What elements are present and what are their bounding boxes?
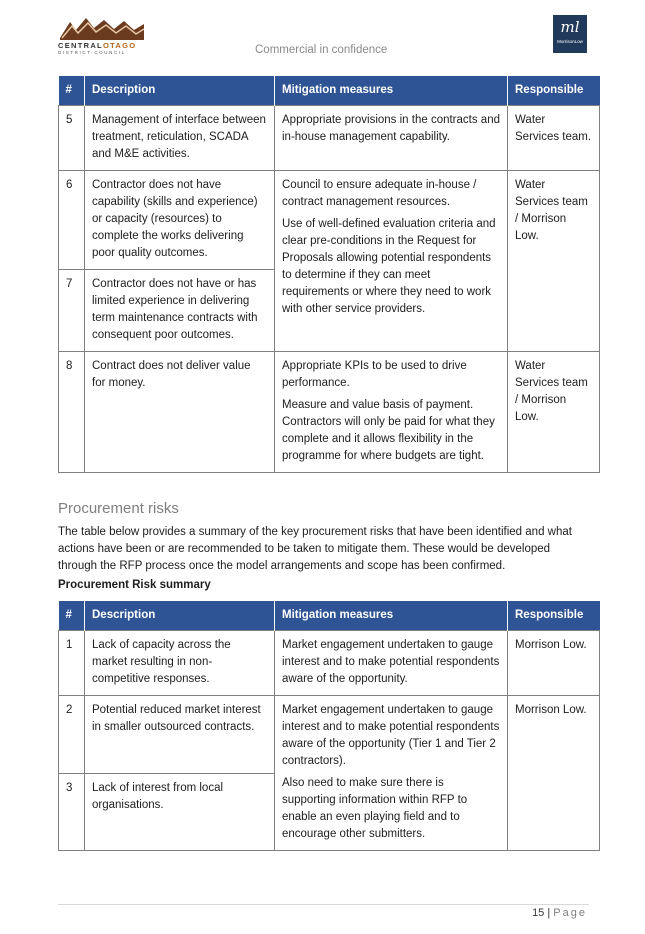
council-name: CENTRALOTAGO: [58, 41, 137, 50]
logo-name: MorrisonLow: [557, 39, 583, 44]
col-description-header: Description: [85, 601, 275, 631]
row-description: Contractor does not have or has limited experience in delivering term maintenance contracts with consequent poor outcomes.: [85, 270, 275, 352]
row-num: 3: [59, 773, 85, 851]
row-description: Lack of interest from local organisations.: [85, 773, 275, 851]
row-mitigation: Council to ensure adequate in-house / contract management resources. Use of well-defined evaluation criteria and clear pre-conditions in the Request for Proposals allowing potential respondents to determine if they can meet requirements or where they need to work with other service providers.: [275, 171, 508, 352]
col-description-header: Description: [85, 76, 275, 106]
col-mitigation-header: Mitigation measures: [275, 601, 508, 631]
row-num: 1: [59, 631, 85, 696]
table-row: [59, 631, 600, 696]
col-num-header: #: [59, 76, 85, 106]
table-title: Procurement Risk summary: [58, 579, 211, 591]
page-number-value: 15: [532, 907, 545, 919]
col-num-header: #: [59, 601, 85, 631]
row-description: Potential reduced market interest in smaller outsourced contracts.: [85, 696, 275, 774]
table-row: [59, 171, 600, 270]
row-responsible: Water Services team.: [508, 106, 600, 171]
page-number-separator: |: [547, 907, 551, 919]
row-num: 2: [59, 696, 85, 774]
table-header-row: [59, 601, 600, 631]
footer-divider: [58, 904, 589, 905]
row-num: 6: [59, 171, 85, 270]
morrison-low-logo: [553, 15, 587, 53]
risk-table-bottom: [58, 601, 600, 851]
table-header-row: [59, 76, 600, 106]
council-subtitle: DISTRICT COUNCIL: [58, 50, 126, 55]
row-mitigation: Market engagement undertaken to gauge interest and to make potential respondents aware of the opportunity.: [275, 631, 508, 696]
table-row: [59, 106, 600, 171]
logo-mark: ml: [560, 18, 580, 36]
mountains-logo-icon: [60, 16, 144, 40]
row-responsible: Morrison Low.: [508, 696, 600, 851]
row-num: 7: [59, 270, 85, 352]
council-logo: [58, 16, 146, 56]
col-responsible-header: Responsible: [508, 601, 600, 631]
row-responsible: Water Services team / Morrison Low.: [508, 171, 600, 352]
row-description: Management of interface between treatment, reticulation, SCADA and M&E activities.: [85, 106, 275, 171]
row-mitigation: Market engagement undertaken to gauge interest and to make potential respondents aware of the opportunity (Tier 1 and Tier 2 contractors). Also need to make sure there is supporting information within RFP to enable an even playing field and to encourage other submitters.: [275, 696, 508, 851]
row-description: Lack of capacity across the market resulting in non-competitive responses.: [85, 631, 275, 696]
row-description: Contractor does not have capability (skills and experience) or capacity (resources) to complete the works delivering poor quality outcomes.: [85, 171, 275, 270]
row-description: Contract does not deliver value for money.: [85, 352, 275, 473]
table-row: [59, 696, 600, 774]
risk-table-top: [58, 76, 600, 473]
confidential-label: Commercial in confidence: [255, 44, 388, 56]
row-responsible: Morrison Low.: [508, 631, 600, 696]
row-mitigation: Appropriate KPIs to be used to drive performance. Measure and value basis of payment. Contractors will only be paid for what they complete and it allows flexibility in the programme for where budgets are tight.: [275, 352, 508, 473]
table-row: [59, 352, 600, 473]
row-responsible: Water Services team / Morrison Low.: [508, 352, 600, 473]
col-responsible-header: Responsible: [508, 76, 600, 106]
row-num: 5: [59, 106, 85, 171]
intro-paragraph: The table below provides a summary of the key procurement risks that have been identified and what actions have been or are recommended to be taken to mitigate them. These would be developed through the RFP process once the model arrangements and scope has been confirmed.: [58, 526, 572, 572]
row-mitigation: Appropriate provisions in the contracts and in-house management capability.: [275, 106, 508, 171]
row-num: 8: [59, 352, 85, 473]
col-mitigation-header: Mitigation measures: [275, 76, 508, 106]
section-heading: Procurement risks: [58, 500, 179, 517]
page-number: [532, 907, 587, 919]
page-word: Page: [553, 907, 587, 919]
